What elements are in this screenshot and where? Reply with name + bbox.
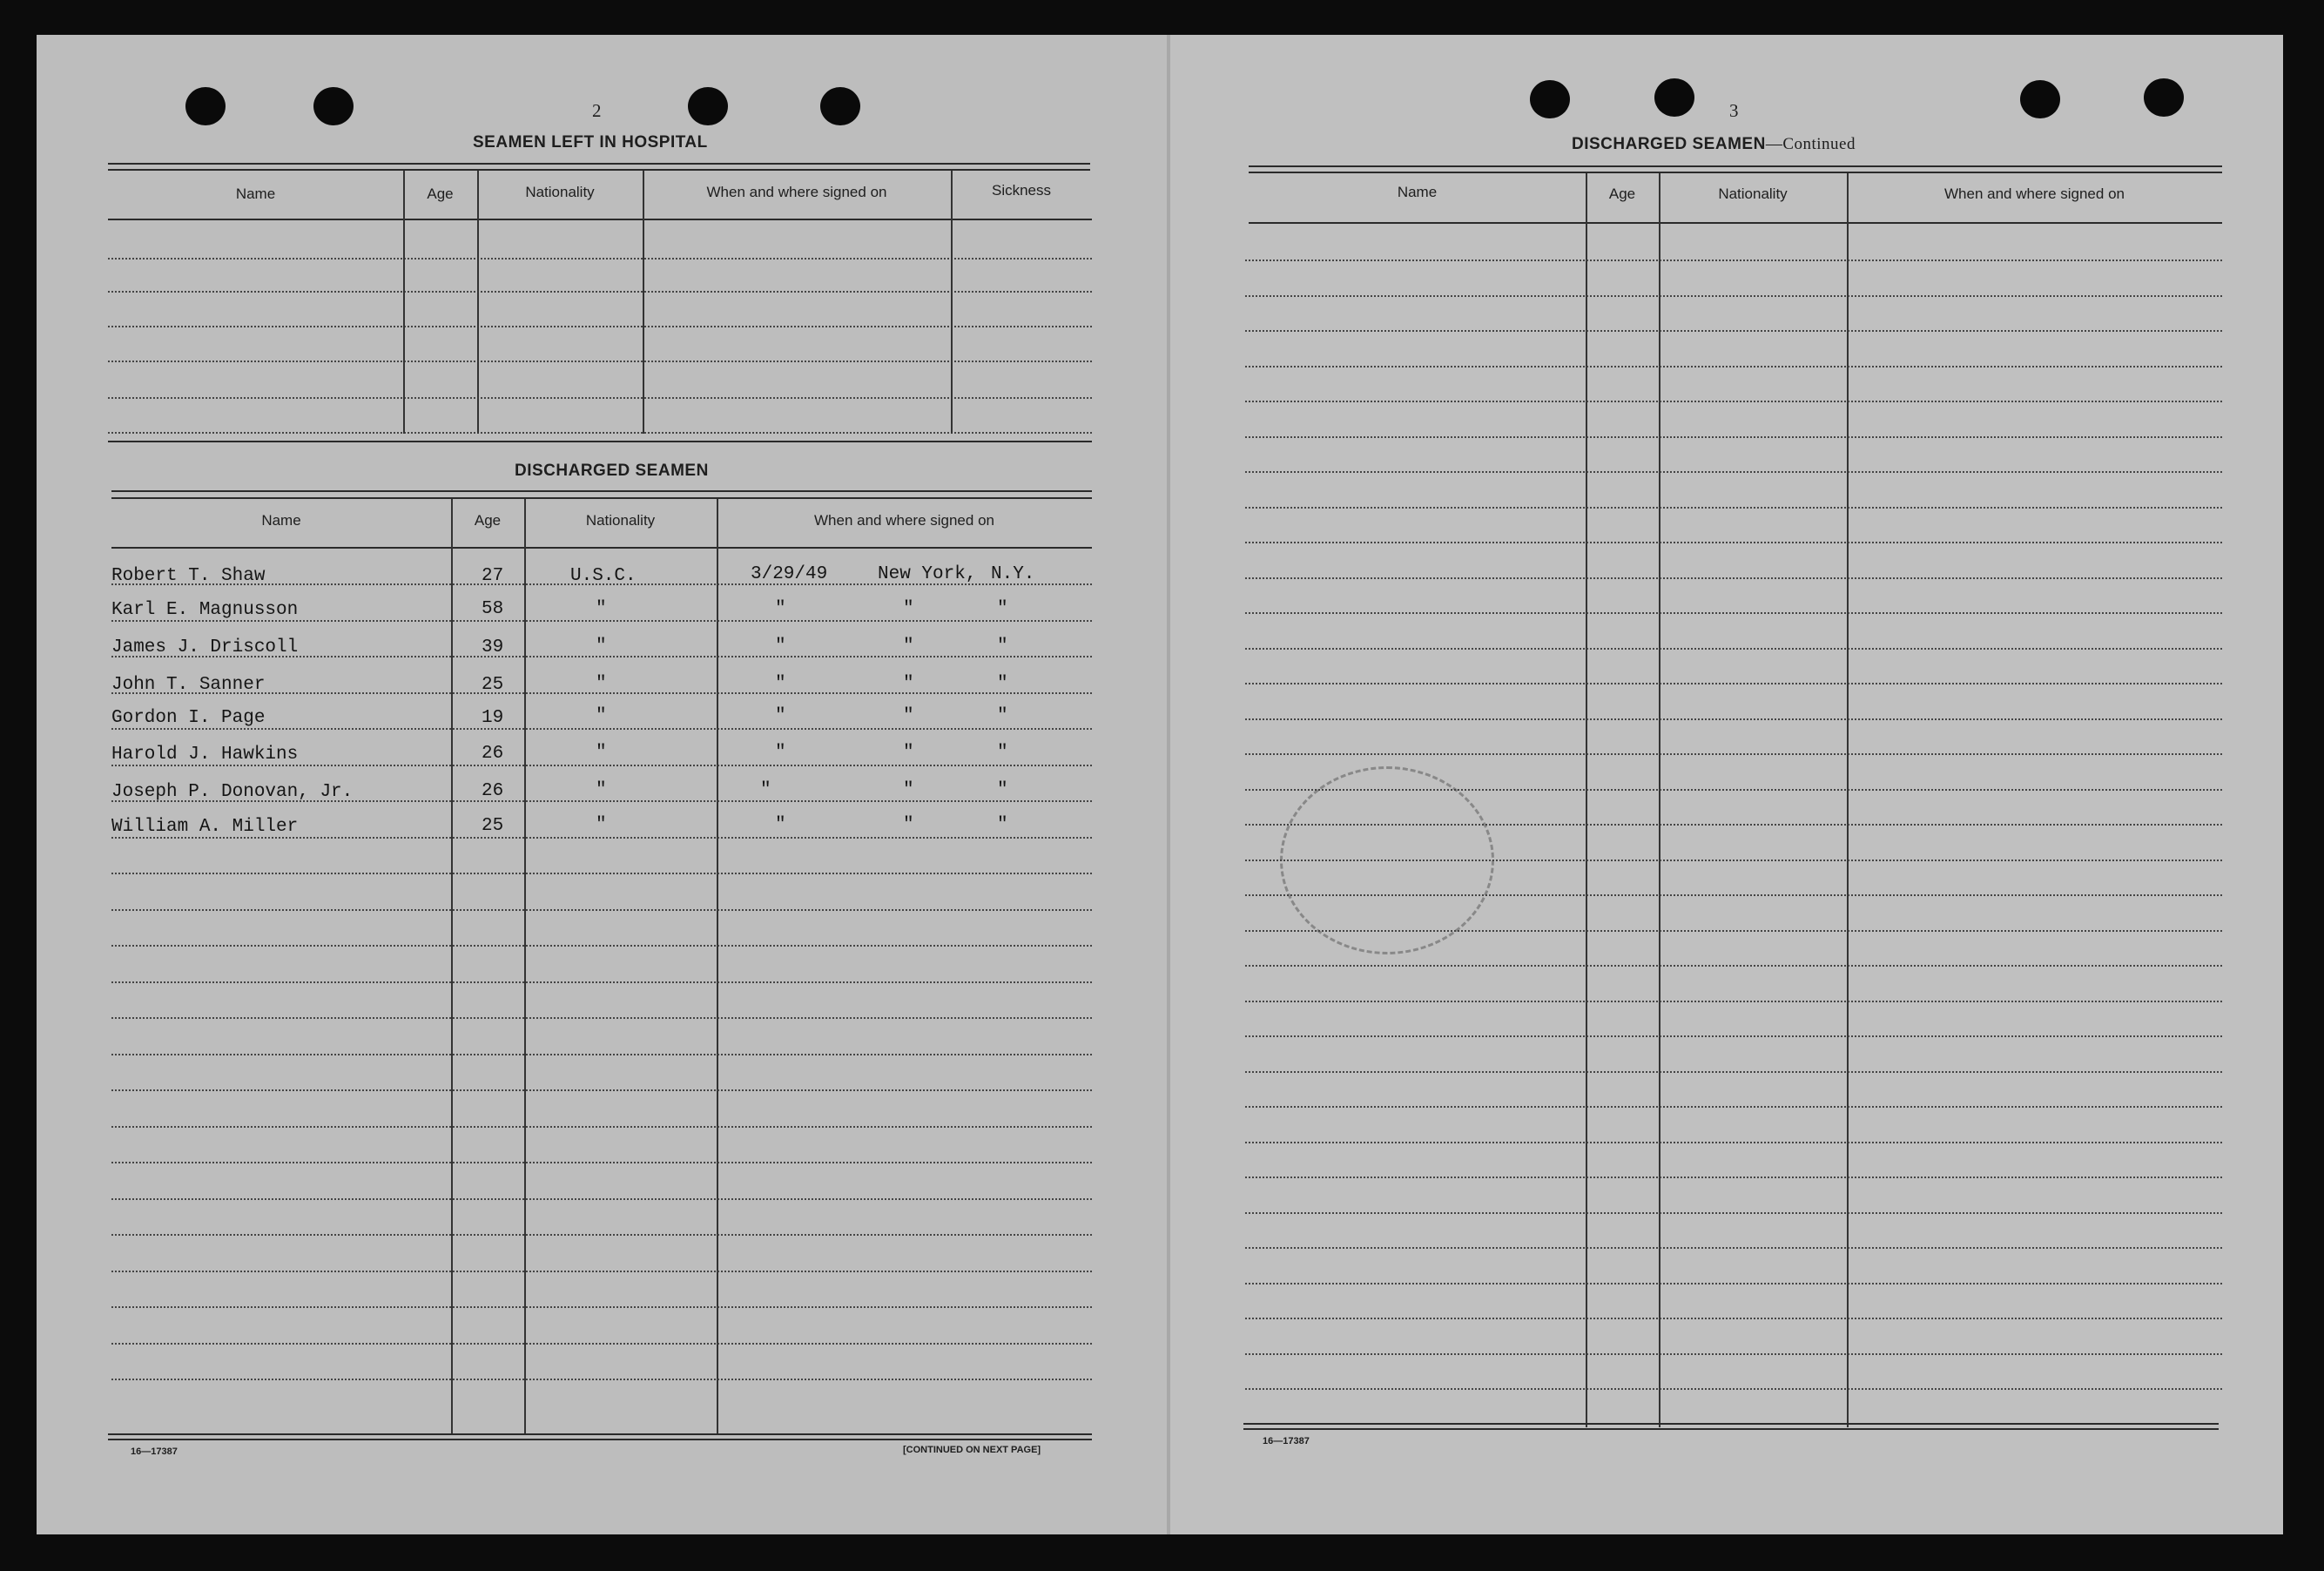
signed-on-city: " <box>903 674 914 694</box>
seaman-name: Harold J. Hawkins <box>111 745 299 765</box>
signed-on-state: N.Y. <box>991 564 1035 584</box>
signed-on-date: " <box>775 599 786 619</box>
seaman-nationality: " <box>596 637 607 657</box>
rule <box>108 169 1090 171</box>
seaman-nationality: " <box>596 674 607 694</box>
ruled-line <box>108 258 1092 260</box>
column-divider <box>951 171 953 434</box>
rule <box>1249 165 2222 167</box>
ruled-line <box>1245 436 2222 438</box>
ruled-line <box>1245 471 2222 473</box>
rule <box>1243 1428 2219 1430</box>
signed-on-city: " <box>903 815 914 835</box>
seaman-nationality: U.S.C. <box>570 566 637 586</box>
ruled-line <box>1245 1283 2222 1284</box>
ruled-line <box>111 1162 1092 1163</box>
ruled-line <box>108 326 1092 327</box>
punch-hole <box>313 87 354 125</box>
ruled-line <box>108 291 1092 293</box>
ruled-line <box>1245 1247 2222 1249</box>
col-header-age: Age <box>427 185 454 202</box>
ruled-line <box>1245 1106 2222 1108</box>
seaman-name: Gordon I. Page <box>111 708 266 728</box>
seaman-name: James J. Driscoll <box>111 637 299 657</box>
page-fold <box>1167 35 1170 1534</box>
rule <box>108 163 1090 165</box>
rule <box>108 441 1092 442</box>
signed-on-date: " <box>775 674 786 694</box>
signed-on-state: " <box>997 637 1008 657</box>
ruled-line <box>1245 965 2222 967</box>
ruled-line <box>1245 648 2222 650</box>
signed-on-state: " <box>997 815 1008 835</box>
column-divider <box>1586 173 1587 1427</box>
column-divider <box>1847 173 1849 1427</box>
ruled-line <box>1245 542 2222 543</box>
column-divider <box>403 171 405 434</box>
seaman-age: 25 <box>482 816 504 836</box>
col-header-signed-on: When and where signed on <box>1944 185 2125 202</box>
signed-on-state: " <box>997 599 1008 619</box>
ruled-line <box>111 1343 1092 1345</box>
seaman-age: 26 <box>482 781 504 801</box>
ruled-line <box>1245 1071 2222 1073</box>
rule <box>111 547 1092 549</box>
rule <box>111 490 1092 492</box>
signed-on-city: " <box>903 780 914 800</box>
ruled-line <box>111 765 1092 766</box>
ruled-line <box>1245 366 2222 367</box>
continued-note: [CONTINUED ON NEXT PAGE] <box>903 1445 1041 1455</box>
ruled-line <box>1245 894 2222 896</box>
signed-on-date: 3/29/49 <box>751 564 828 584</box>
ruled-line <box>111 1198 1092 1200</box>
ruled-line <box>111 981 1092 983</box>
col-header-name: Name <box>1397 184 1438 200</box>
punch-hole <box>2144 78 2184 117</box>
col-header-nationality: Nationality <box>585 512 656 529</box>
seaman-age: 58 <box>482 599 504 619</box>
ruled-line <box>111 837 1092 839</box>
col-header-name: Name <box>261 512 301 529</box>
signed-on-date: " <box>775 743 786 763</box>
ruled-line <box>1245 507 2222 509</box>
col-header-signed-on: When and where signed on <box>814 512 994 529</box>
ruled-line <box>111 1234 1092 1236</box>
col-header-age: Age <box>1608 185 1636 202</box>
ruled-line <box>1245 860 2222 861</box>
ruled-line <box>1245 1001 2222 1002</box>
signed-on-state: " <box>997 780 1008 800</box>
seaman-name: Karl E. Magnusson <box>111 600 299 620</box>
punch-hole <box>1654 78 1694 117</box>
ruled-line <box>1245 753 2222 755</box>
seaman-age: 19 <box>482 708 504 728</box>
discharged-section-title: DISCHARGED SEAMEN <box>515 462 709 480</box>
rule <box>108 219 1092 220</box>
column-divider <box>717 499 718 1435</box>
ruled-line <box>111 873 1092 874</box>
ruled-line <box>108 432 1092 434</box>
ruled-line <box>111 620 1092 622</box>
ruled-line <box>111 1379 1092 1380</box>
ruled-line <box>1245 1142 2222 1143</box>
ruled-line <box>1245 260 2222 261</box>
seaman-nationality: " <box>596 706 607 726</box>
ruled-line <box>1245 1388 2222 1390</box>
column-divider <box>524 499 526 1435</box>
punch-hole <box>185 87 226 125</box>
signed-on-state: " <box>997 743 1008 763</box>
punch-hole <box>820 87 860 125</box>
punch-hole <box>688 87 728 125</box>
ruled-line <box>1245 1212 2222 1214</box>
title-suffix: —Continued <box>1765 135 1856 153</box>
rule <box>1249 222 2222 224</box>
ruled-line <box>111 1089 1092 1091</box>
ruled-line <box>108 397 1092 399</box>
rule <box>1243 1423 2219 1425</box>
rule <box>108 1433 1092 1435</box>
punch-hole <box>2020 80 2060 118</box>
col-header-name: Name <box>235 185 276 202</box>
right-section-title <box>1572 135 1856 154</box>
signed-on-city: " <box>903 637 914 657</box>
rule <box>1249 172 2222 173</box>
seaman-name: John T. Sanner <box>111 675 266 695</box>
ruled-line <box>1245 612 2222 614</box>
page-number: 3 <box>1729 100 1739 121</box>
seaman-nationality: " <box>596 815 607 835</box>
signed-on-state: " <box>997 706 1008 726</box>
column-divider <box>477 171 479 434</box>
signed-on-date: " <box>775 706 786 726</box>
col-header-nationality: Nationality <box>525 184 595 200</box>
ruled-line <box>1245 1318 2222 1319</box>
signed-on-city: New York, <box>878 564 977 584</box>
ruled-line <box>1245 718 2222 720</box>
form-number: 16—17387 <box>1263 1436 1310 1446</box>
title-main: DISCHARGED SEAMEN <box>1572 135 1766 153</box>
signed-on-city: " <box>903 706 914 726</box>
signed-on-state: " <box>997 674 1008 694</box>
ruled-line <box>111 1017 1092 1019</box>
seaman-nationality: " <box>596 743 607 763</box>
column-divider <box>1659 173 1660 1427</box>
signed-on-date: " <box>775 637 786 657</box>
ruled-line <box>1245 295 2222 297</box>
rule <box>108 1439 1092 1440</box>
ruled-line <box>111 1126 1092 1128</box>
ruled-line <box>111 1271 1092 1272</box>
punch-hole <box>1530 80 1570 118</box>
ruled-line <box>111 1306 1092 1308</box>
column-divider <box>643 171 644 434</box>
seaman-age: 26 <box>482 744 504 764</box>
ruled-line <box>1245 577 2222 579</box>
signed-on-city: " <box>903 599 914 619</box>
ruled-line <box>1245 1353 2222 1355</box>
signed-on-date: " <box>775 815 786 835</box>
ruled-line <box>111 1054 1092 1055</box>
seaman-name: Joseph P. Donovan, Jr. <box>111 782 354 802</box>
column-divider <box>451 499 453 1435</box>
ruled-line <box>1245 683 2222 684</box>
seaman-name: Robert T. Shaw <box>111 566 266 586</box>
ruled-line <box>1245 1035 2222 1037</box>
ruled-line <box>1245 930 2222 932</box>
seaman-nationality: " <box>596 780 607 800</box>
col-header-age: Age <box>474 512 502 529</box>
ruled-line <box>1245 824 2222 826</box>
ruled-line <box>1245 1177 2222 1178</box>
signed-on-date: " <box>760 780 771 800</box>
seaman-nationality: " <box>596 599 607 619</box>
page-number: 2 <box>592 100 602 121</box>
seaman-age: 39 <box>482 637 504 657</box>
ruled-line <box>1245 789 2222 791</box>
seaman-age: 25 <box>482 675 504 695</box>
signed-on-city: " <box>903 743 914 763</box>
ruled-line <box>111 728 1092 730</box>
ruled-line <box>1245 401 2222 402</box>
col-header-sickness: Sickness <box>991 182 1052 199</box>
ruled-line <box>108 361 1092 362</box>
ruled-line <box>1245 330 2222 332</box>
rule <box>111 497 1092 499</box>
seaman-age: 27 <box>482 566 504 586</box>
col-header-signed-on: When and where signed on <box>706 184 887 200</box>
seaman-name: William A. Miller <box>111 817 299 837</box>
ruled-line <box>111 945 1092 947</box>
ruled-line <box>111 909 1092 911</box>
form-number: 16—17387 <box>131 1446 178 1457</box>
hospital-section-title: SEAMEN LEFT IN HOSPITAL <box>473 133 708 152</box>
col-header-nationality: Nationality <box>1718 185 1788 202</box>
